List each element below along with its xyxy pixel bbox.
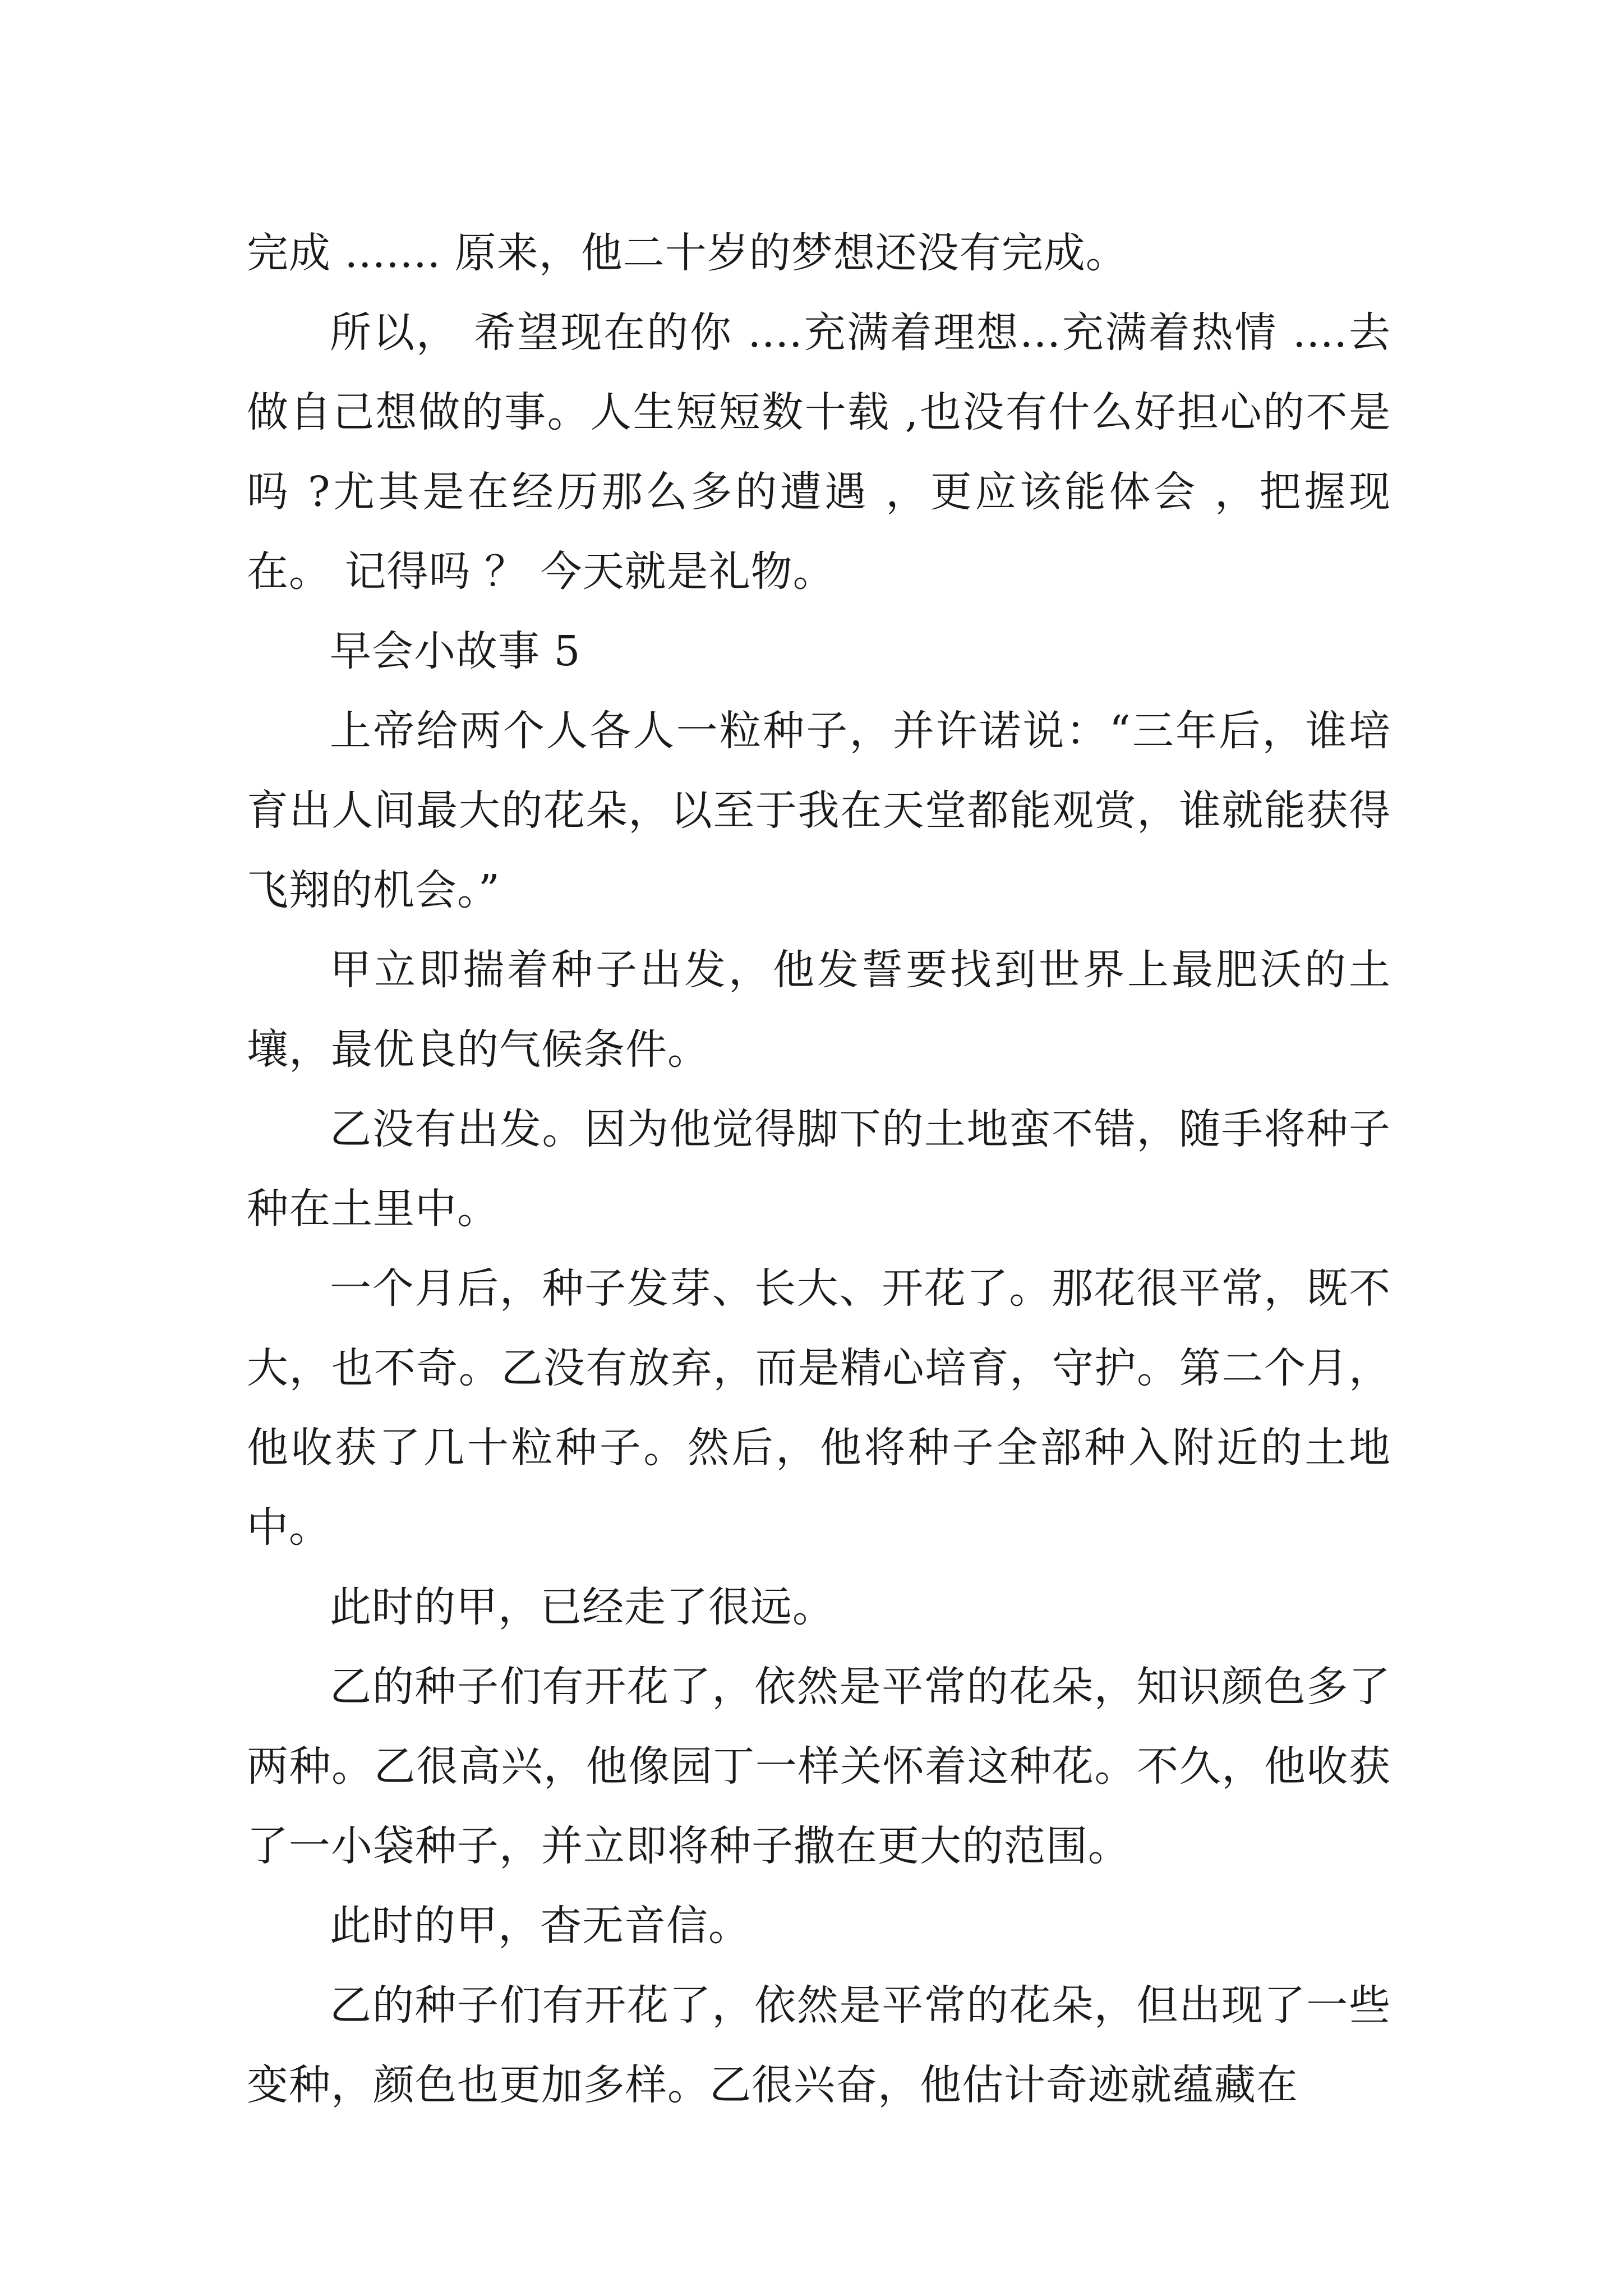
- paragraph: 一个月后，种子发芽、长大、开花了。那花很平常，既不大，也不奇。乙没有放弃，而是精心培育，守护。第二个月，他收获了几十粒种子。然后，他将种子全部种入附近的土地中。: [247, 1264, 1391, 1552]
- paragraph: 此时的甲，已经走了很远。: [330, 1583, 834, 1631]
- paragraph: 此时的甲，杳无音信。: [330, 1902, 750, 1950]
- paragraph: 乙没有出发。因为他觉得脚下的土地蛮不错，随手将种子种在土里中。: [247, 1105, 1391, 1233]
- paragraph: 上帝给两个人各人一粒种子，并许诺说：“三年后，谁培育出人间最大的花朵，以至于我在天堂都能观赏，谁就能获得飞翔的机会。”: [247, 707, 1391, 914]
- paragraph: 甲立即揣着种子出发，他发誓要找到世界上最肥沃的土壤，最优良的气候条件。: [247, 946, 1391, 1074]
- paragraph: 乙的种子们有开花了，依然是平常的花朵，但出现了一些变种，颜色也更加多样。乙很兴奋，他估计奇迹就蕴藏在: [247, 1981, 1391, 2109]
- section-heading: 早会小故事 5: [330, 627, 581, 675]
- paragraph: 完成 ....... 原来，他二十岁的梦想还没有完成。: [247, 229, 1128, 277]
- paragraph: 乙的种子们有开花了，依然是平常的花朵，知识颜色多了两种。乙很高兴，他像园丁一样关怀着这种花。不久，他收获了一小袋种子，并立即将种子撒在更大的范围。: [247, 1663, 1391, 1870]
- document-body: [247, 213, 1391, 2125]
- paragraph: 所以， 希望现在的你 ....充满着理想...充满着热情 ....去做自己想做的事。人生短短数十载 ,也没有什么好担心的不是吗 ?尤其是在经历那么多的遭遇 ，更应该能体会 ，把握现在。 记得吗 ？ 今天就是礼物。: [247, 309, 1391, 596]
